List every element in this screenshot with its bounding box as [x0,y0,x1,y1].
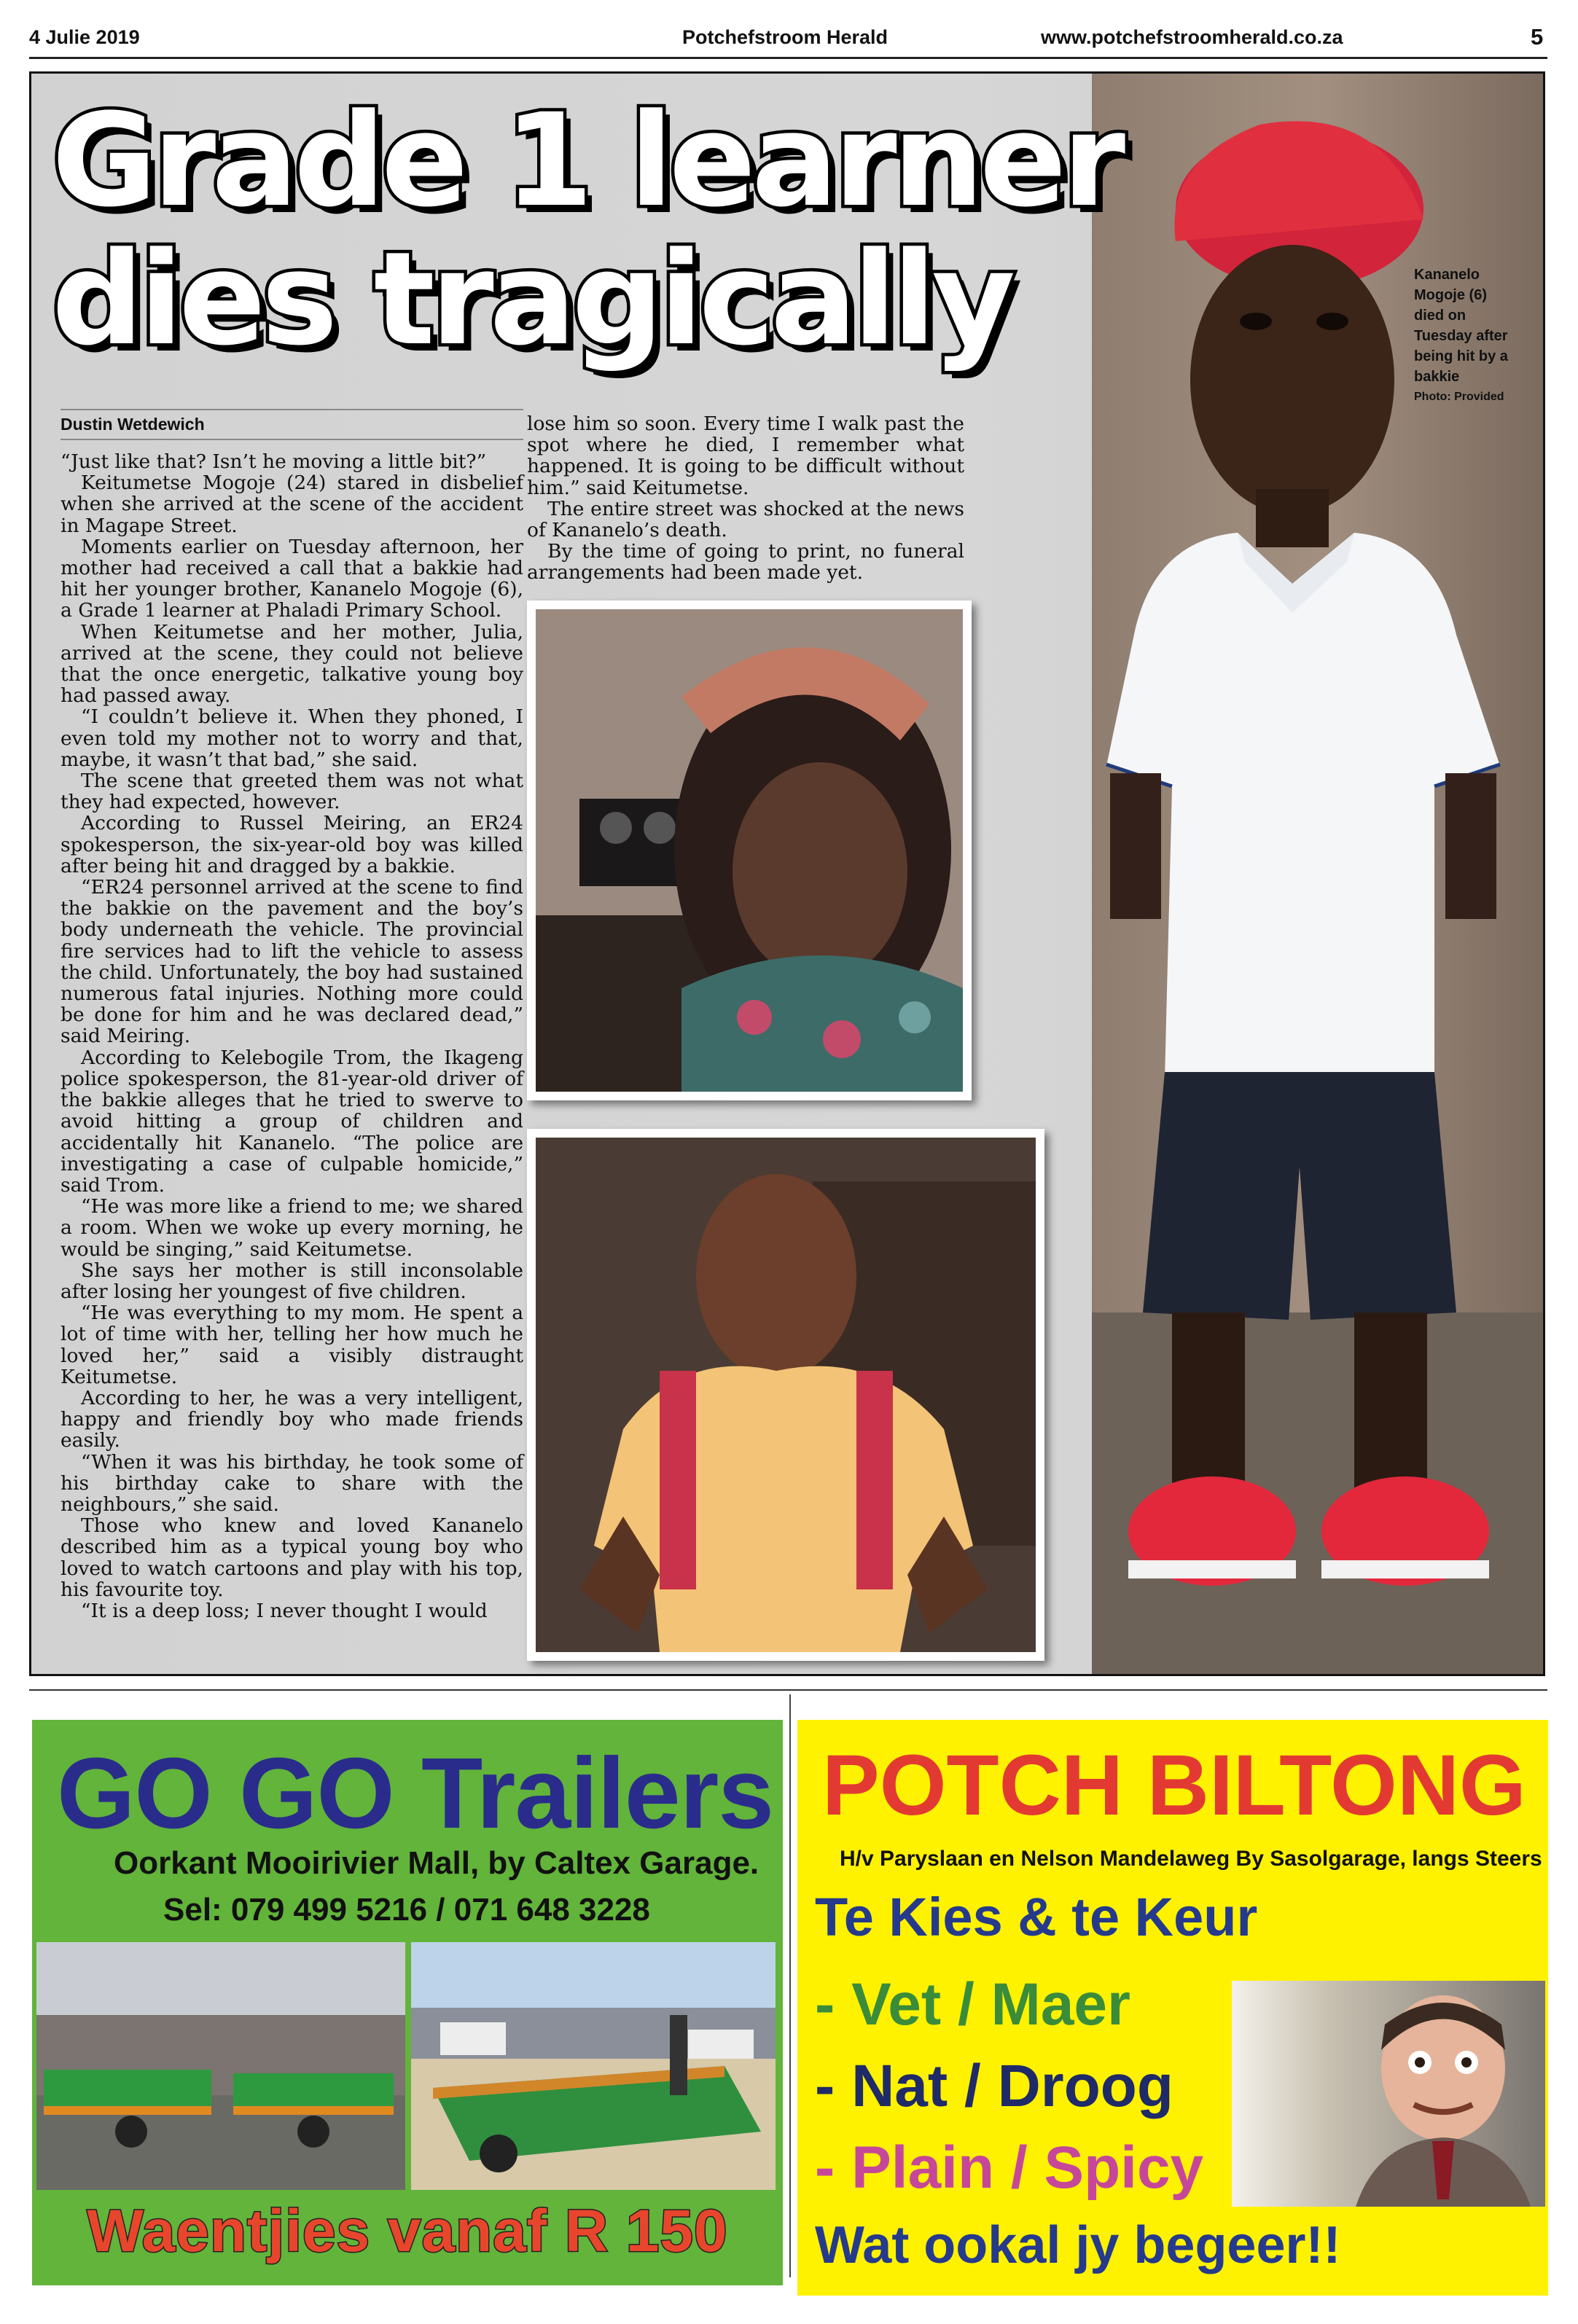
advert-potch-biltong [797,1720,1548,2296]
caption-credit: Photo: Provided [1414,391,1504,403]
mascot-illustration [1232,1981,1545,2207]
biltong-item-plain-spicy: - Plain / Spicy [815,2135,1204,2201]
photo-girl [527,600,972,1100]
paragraph: Moments earlier on Tuesday afternoon, her mother had received a call that a bakkie had hit her younger brother, Kananelo Mogoje (6), a Grade 1 learner at Phaladi Primary School. [60,535,523,622]
photo-boy-school-uniform [527,1129,1044,1661]
trailer-photo-1 [36,1942,405,2190]
trailer-illustration-1 [36,1942,405,2190]
trailer-photo-2 [411,1942,776,2190]
article-column-1 [60,451,523,1621]
school-boy-photo-illustration [536,1138,1036,1652]
paragraph: The scene that greeted them was not what they had expected, however. [60,770,523,814]
advert-gogo-trailers [32,1720,783,2285]
paragraph: “ER24 personnel arrived at the scene to find the bakkie on the pavement and the boy’s body underneath the vehicle. The provincial fire services had to lift the vehicle to assess the child. Unfortunately, the boy had sustained numerous fatal injuries. Nothing more could be done for him and he was declared dead,” said Meiring. [60,876,523,1048]
biltong-address: H/v Paryslaan en Nelson Mandelaweg By Sasolgarage, langs Steers [840,1847,1542,1871]
publication-name: Potchefstroom Herald [682,26,888,48]
photo-caption [1414,265,1516,407]
paragraph: “I couldn’t believe it. When they phoned, I even told my mother not to worry and that, maybe, it wasn’t that bad,” she said. [60,705,523,771]
biltong-closing: Wat ookal jy begeer!! [815,2216,1341,2274]
gogo-address: Oorkant Mooirivier Mall, by Caltex Garage. [114,1845,759,1881]
paragraph: By the time of going to print, no funeral arrangements had been made yet. [527,540,964,584]
paragraph: “When it was his birthday, he took some of his birthday cake to share with the neighbours,” she said. [60,1450,523,1516]
paragraph: “He was more like a friend to me; we shared a room. When we woke up every morning, he would be singing,” said Keitumetse. [60,1195,523,1261]
headline-line-2: dies tragically [52,224,1012,374]
biltong-title: POTCH BILTONG [822,1737,1526,1834]
article-frame [29,71,1545,1676]
girl-photo-illustration [536,609,963,1092]
gogo-title: GO GO Trailers [57,1737,774,1850]
paragraph: The entire street was shocked at the news of Kananelo’s death. [527,497,964,542]
biltong-tagline: Te Kies & te Keur [815,1887,1258,1947]
issue-date: 4 Julie 2019 [29,26,140,48]
paragraph: “He was everything to my mom. He spent a lot of time with her, telling her how much he loved her,” said a visibly distraught Keitumetse. [60,1302,523,1388]
paragraph: “Just like that? Isn’t he moving a little bit?” [60,450,487,473]
paragraph: When Keitumetse and her mother, Julia, arrived at the scene, they could not believe that the once energetic, talkative young boy had passed away. [60,620,523,708]
paragraph: According to Kelebogile Trom, the Ikageng police spokesperson, the 81-year-old driver of the bakkie alleges that he tried to swerve to avoid hitting a group of children and accidentally hit Kananelo. “The police are investigating a case of culpable homicide,” said Trom. [60,1046,523,1197]
byline: Dustin Wetdewich [60,409,523,440]
biltong-item-vet-maer: - Vet / Maer [815,1971,1130,2038]
headline-line-1: Grade 1 learner [52,86,1122,235]
trailer-illustration-2 [411,1942,776,2190]
gogo-phone: Sel: 079 499 5216 / 071 648 3228 [163,1892,650,1928]
website-url: www.potchefstroomherald.co.za [1041,26,1343,48]
biltong-mascot-photo [1232,1981,1545,2207]
gogo-price-banner: Waentjies vanaf R 150 [87,2198,728,2264]
section-rule [29,1689,1547,1691]
paragraph: Those who knew and loved Kananelo described him as a typical young boy who loved to watch cartoons and play with his top, his favourite toy. [60,1514,523,1601]
paragraph: According to her, he was a very intelligent, happy and friendly boy who made friends easily. [60,1386,523,1452]
paragraph: lose him so soon. Every time I walk past the spot where he died, I remember what happened. It is going to be difficult without him.” said Keitumetse. [527,412,964,499]
paragraph: “It is a deep loss; I never thought I would [81,1599,488,1622]
biltong-item-nat-droog: - Nat / Droog [815,2053,1173,2119]
ad-divider [789,1694,791,2277]
paragraph: She says her mother is still inconsolable after losing her youngest of five children. [60,1259,523,1303]
page-number: 5 [1531,24,1544,50]
header-rule [29,57,1547,59]
caption-text: Kananelo Mogoje (6) died on Tuesday after being hit by a bakkie [1414,267,1508,385]
article-column-2 [527,413,964,584]
paragraph: According to Russel Meiring, an ER24 spokesperson, the six-year-old boy was killed after being hit and dragged by a bakkie. [60,812,523,877]
paragraph: Keitumetse Mogoje (24) stared in disbelief when she arrived at the scene of the accident in Magape Street. [60,472,523,537]
